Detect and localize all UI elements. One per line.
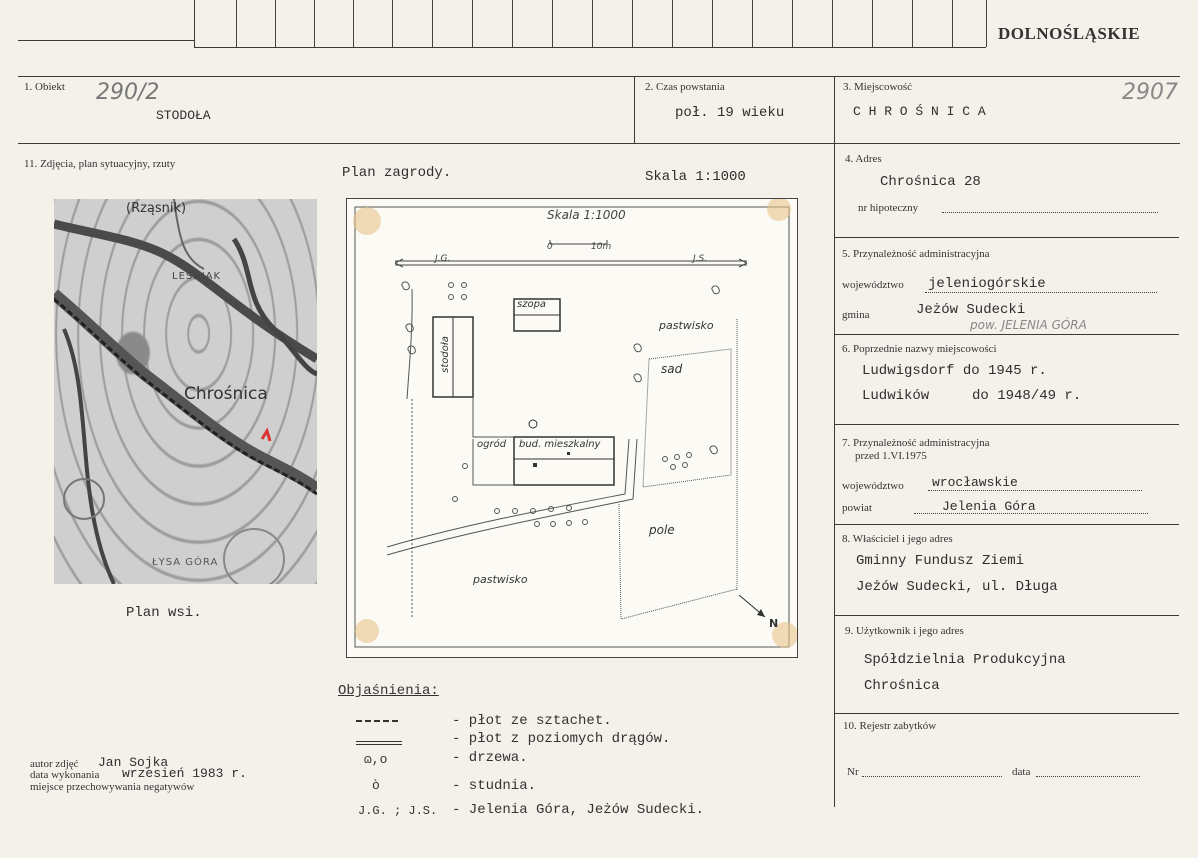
- plan-pastwisko1-label: pastwisko: [659, 319, 714, 332]
- czas-label: 2. Czas powstania: [645, 81, 725, 93]
- poprzednie-line2-b: do 1948/49 r.: [972, 388, 1082, 404]
- przynaleznosc-label: 5. Przynależność administracyjna: [842, 248, 990, 260]
- plan-scale-label: Skala 1:1000: [547, 208, 626, 222]
- wojewodztwo-label: województwo: [842, 279, 904, 291]
- legend-text-1: - płot z poziomych drągów.: [452, 731, 671, 747]
- wlasciciel-line2: Jeżów Sudecki, ul. Długa: [856, 579, 1058, 595]
- plan-wsi-caption: Plan wsi.: [126, 605, 202, 621]
- plan-pastwisko2-label: pastwisko: [473, 573, 528, 586]
- gmina-label: gmina: [842, 309, 870, 321]
- author-label: autor zdjęć: [30, 758, 79, 770]
- farm-plan-drawing: [347, 199, 797, 657]
- author-value: Jan Sojka: [98, 755, 169, 770]
- obiekt-number: 290/2: [96, 80, 160, 105]
- legend-text-4: - Jelenia Góra, Jeżów Sudecki.: [452, 802, 705, 818]
- plan-road-left: J.G.: [435, 254, 451, 264]
- legend-text-3: - studnia.: [452, 778, 537, 794]
- rejestr-data-label: data: [1012, 766, 1031, 778]
- wojewodztwo1975-label: województwo: [842, 480, 904, 492]
- przynaleznosc1975-label2: przed 1.VI.1975: [855, 450, 927, 462]
- plan-budynek-label: bud. mieszkalny: [519, 439, 601, 450]
- village-map-photo: [54, 199, 317, 584]
- uzytkownik-line2: Chrośnica: [864, 678, 940, 694]
- rejestr-nr-label: Nr: [847, 766, 859, 778]
- date-value: wrzesień 1983 r.: [122, 766, 247, 781]
- poprzednie-line2-a: Ludwików: [862, 388, 930, 404]
- miejscowosc-number: 2907: [1122, 80, 1178, 105]
- legend-symbol-0: [356, 720, 398, 724]
- legend-symbol-3: ò: [372, 778, 380, 793]
- miejscowosc-label: 3. Miejscowość: [843, 81, 913, 93]
- map-river-label: (Rząsnik): [126, 201, 187, 216]
- wojewodztwo1975-value: wrocławskie: [932, 475, 1018, 490]
- uzytkownik-label: 9. Użytkownik i jego adres: [845, 625, 964, 637]
- region-label: DOLNOŚLĄSKIE: [998, 24, 1141, 43]
- legend-text-0: - płot ze sztachet.: [452, 713, 612, 729]
- rejestr-label: 10. Rejestr zabytków: [843, 720, 937, 732]
- plan-scale-ten: 10m: [591, 242, 612, 252]
- plan-north-label: N: [769, 617, 779, 630]
- powiat1975-value: Jelenia Góra: [942, 499, 1036, 514]
- zdjecia-label: 11. Zdjęcia, plan sytuacyjny, rzuty: [24, 158, 176, 170]
- wlasciciel-line1: Gminny Fundusz Ziemi: [856, 553, 1025, 569]
- map-town-label: Chrośnica: [184, 384, 268, 404]
- farm-plan: [346, 198, 798, 658]
- plan-ogrod-label: ogród: [477, 439, 507, 450]
- wojewodztwo-value: jeleniogórskie: [928, 276, 1046, 292]
- obiekt-label: 1. Obiekt: [24, 81, 65, 93]
- hipoteczny-label: nr hipoteczny: [858, 202, 919, 214]
- plan-stodola-label: stodoła: [439, 336, 451, 373]
- miejscowosc-value: C H R O Ś N I C A: [853, 104, 986, 119]
- plan-zagrody-title: Plan zagrody.: [342, 165, 452, 181]
- plan-zagrody-scale: Skala 1:1000: [645, 169, 746, 185]
- legend-symbol-2: ɷ,o: [364, 752, 388, 767]
- plan-szopa-label: szopa: [517, 299, 547, 310]
- date-label: data wykonania: [30, 769, 100, 781]
- legend-text-2: - drzewa.: [452, 750, 528, 766]
- powiat-handwritten: pow. JELENIA GÓRA: [970, 318, 1087, 332]
- poprzednie-line1: Ludwigsdorf do 1945 r.: [862, 363, 1047, 379]
- gmina-value: Jeżów Sudecki: [916, 302, 1026, 318]
- poprzednie-label: 6. Poprzednie nazwy miejscowości: [842, 343, 997, 355]
- wlasciciel-label: 8. Właściciel i jego adres: [842, 533, 953, 545]
- legend-title: Objaśnienia:: [338, 683, 439, 699]
- legend-symbol-1: [356, 741, 402, 745]
- map-lesniak-label: LEŚNIAK: [172, 271, 222, 282]
- czas-value: poł. 19 wieku: [675, 105, 785, 121]
- adres-label: 4. Adres: [845, 153, 882, 165]
- obiekt-value: STODOŁA: [156, 108, 211, 123]
- plan-pole-label: pole: [649, 523, 675, 537]
- plan-road-right: J.S.: [693, 254, 708, 264]
- legend-symbol-4: J.G. ; J.S.: [358, 804, 438, 818]
- uzytkownik-line1: Spółdzielnia Produkcyjna: [864, 652, 1066, 668]
- adres-value: Chrośnica 28: [880, 174, 981, 190]
- powiat1975-label: powiat: [842, 502, 872, 514]
- map-lysa-label: ŁYSA GÓRA: [152, 557, 219, 568]
- plan-scale-zero: 0: [547, 242, 553, 252]
- przynaleznosc1975-label: 7. Przynależność administracyjna: [842, 437, 990, 449]
- storage-label: miejsce przechowywania negatywów: [30, 781, 195, 793]
- plan-sad-label: sad: [661, 362, 683, 376]
